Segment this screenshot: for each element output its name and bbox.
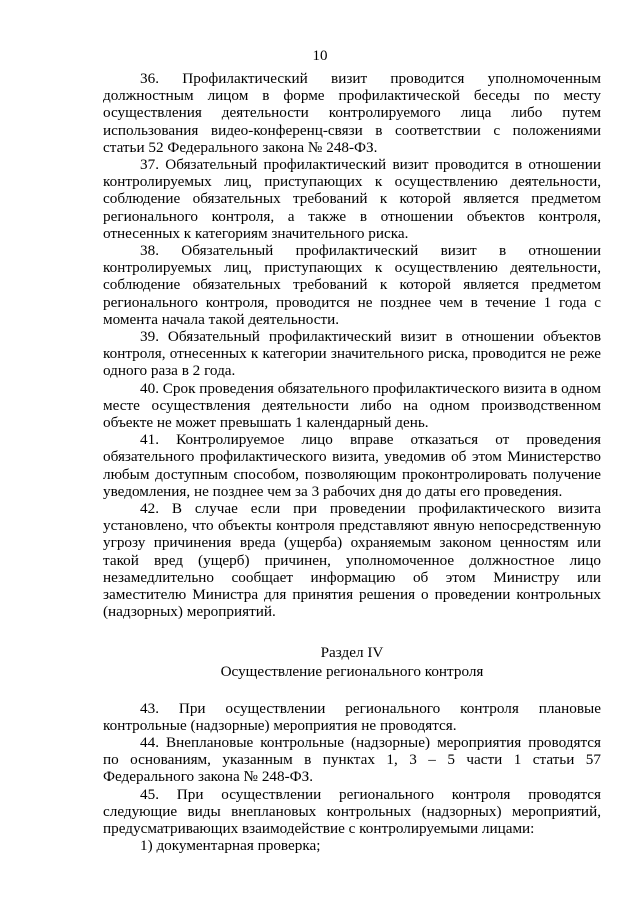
list-item-1: 1) документарная проверка;	[140, 837, 321, 855]
paragraph-36: 36. Профилактический визит проводится уполномоченным должностным лицом в форме профилактической беседы по месту осуществления деятельности контролируемого лица либо путем использования видео-конференц-связи в соответствии с положениями статьи 52 Федерального закона № 248-ФЗ.	[103, 70, 601, 156]
paragraph-42: 42. В случае если при проведении профилактического визита установлено, что объекты контроля представляют явную непосредственную угрозу причинения вреда (ущерба) охраняемым законом ценностям или такой вред (ущерб) причинен, уполномоченное должностное лицо незамедлительно сообщает информацию об этом Министру или заместителю Министра для принятия решения о проведении контрольных (надзорных) мероприятий.	[103, 500, 601, 621]
section-number: Раздел IV	[320, 643, 384, 661]
section-title: Осуществление регионального контроля	[220, 662, 484, 680]
page-number: 10	[312, 48, 328, 64]
paragraph-39: 39. Обязательный профилактический визит в отношении объектов контроля, отнесенных к категории значительного риска, проводится не реже одного раза в 2 года.	[103, 328, 601, 380]
spacer	[103, 621, 601, 643]
paragraph-37: 37. Обязательный профилактический визит проводится в отношении контролируемых лиц, приступающих к осуществлению деятельности, соблюдение обязательных требований к которой является предметом регионального контроля, а также в отношении объектов контроля, отнесенных к категориям значительного риска.	[103, 156, 601, 242]
paragraph-43: 43. При осуществлении регионального контроля плановые контрольные (надзорные) мероприятия не проводятся.	[103, 699, 601, 734]
document-body	[103, 70, 601, 854]
paragraph-44: 44. Внеплановые контрольные (надзорные) мероприятия проводятся по основаниям, указанным в пунктах 1, 3 – 5 части 1 статьи 57 Федерального закона № 248-ФЗ.	[103, 733, 601, 786]
spacer	[103, 681, 601, 700]
paragraph-38: 38. Обязательный профилактический визит в отношении контролируемых лиц, приступающих к осуществлению деятельности, соблюдение обязательных требований к которой является предметом регионального контроля, проводится не позднее чем в течение 1 года с момента начала такой деятельности.	[103, 242, 601, 328]
paragraph-41: 41. Контролируемое лицо вправе отказаться от проведения обязательного профилактического визита, уведомив об этом Министерство любым доступным способом, позволяющим проконтролировать получение уведомления, не позднее чем за 3 рабочих дня до даты его проведения.	[103, 431, 601, 500]
paragraph-45: 45. При осуществлении регионального контроля проводятся следующие виды внеплановых контрольных (надзорных) мероприятий, предусматривающих взаимодействие с контролируемыми лицами:	[103, 785, 601, 837]
paragraph-40: 40. Срок проведения обязательного профилактического визита в одном месте осуществления деятельности либо на одном производственном объекте не может превышать 1 календарный день.	[103, 379, 602, 432]
